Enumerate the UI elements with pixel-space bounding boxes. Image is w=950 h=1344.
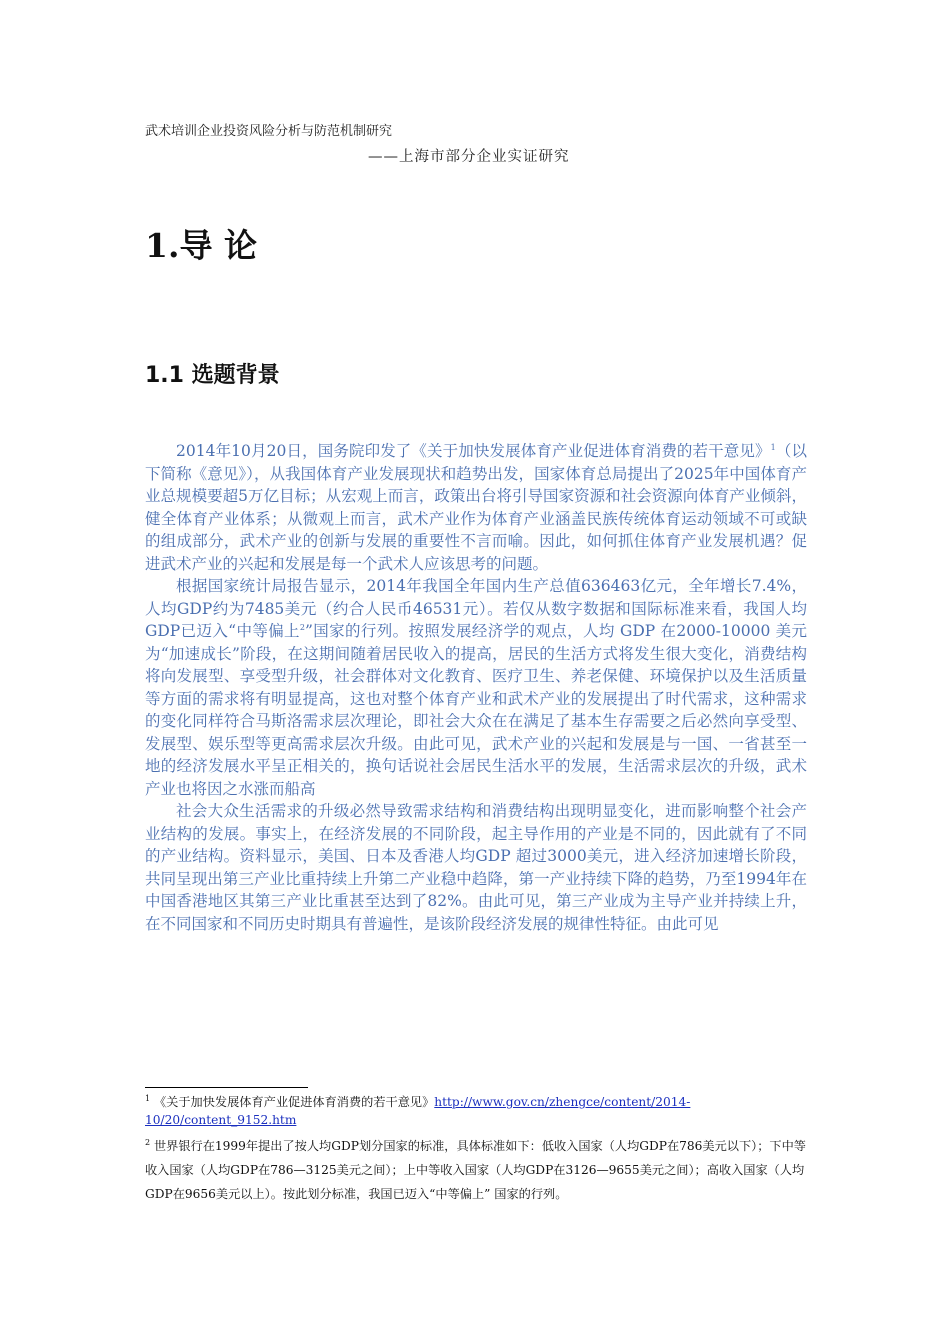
chapter-heading: 1.导 论: [145, 226, 257, 265]
footnote-ref-1[interactable]: 1: [770, 442, 776, 452]
paragraph-2-text-b: ”国家的行列。按照发展经济学的观点，人均 GDP 在2000-10000 美元为“加速成长”阶段，在这期间随着居民收入的提高，居民的生活方式将发生很大变化，消费结构将向发展型、享受型升级，社会群体对文化教育、医疗卫生、养老保健、环境保护以及生活质量等方面的需求将有明显提高，这也对整个体育产业和武术产业的发展提出了时代需求，这种需求的变化同样符合马斯洛需求层次理论，即社会大众在在满足了基本生存需要之后必然向享受型、发展型、娱乐型等更高需求层次升级。由此可见，武术产业的兴起和发展是与一国、一省甚至一地的经济发展水平呈正相关的，换句话说社会居民生活水平的发展，生活需求层次的升级，武术产业也将因之水涨而船高: [145, 622, 807, 798]
footnotes: [145, 1093, 809, 1206]
footnote-1: [145, 1093, 809, 1129]
footnote-1-link[interactable]: http://www.gov.cn/zhengce/content/2014-10/20/content_9152.htm: [145, 1095, 691, 1127]
paragraph-1-text-b: （以下简称《意见》），从我国体育产业发展现状和趋势出发，国家体育总局提出了2025年中国体育产业总规模要超5万亿目标；从宏观上而言，政策出台将引导国家资源和社会资源向体育产业倾斜，健全体育产业体系；从微观上而言，武术产业作为体育产业涵盖民族传统体育运动领域不可或缺的组成部分，武术产业的创新与发展的重要性不言而喻。因此，如何抓住体育产业发展机遇？促进武术产业的兴起和发展是每一个武术人应该思考的问题。: [145, 442, 807, 573]
body-text: [145, 440, 807, 935]
footnote-ref-2[interactable]: 2: [299, 622, 306, 632]
footnote-2-number: 2: [145, 1137, 151, 1147]
document-header-subtitle: ——上海市部分企业实证研究: [368, 149, 570, 165]
paragraph-1: [145, 440, 807, 575]
document-header-title: 武术培训企业投资风险分析与防范机制研究: [145, 124, 393, 139]
paragraph-3: 社会大众生活需求的升级必然导致需求结构和消费结构出现明显变化，进而影响整个社会产业结构的发展。事实上，在经济发展的不同阶段，起主导作用的产业是不同的，因此就有了不同的产业结构。资料显示，美国、日本及香港人均GDP 超过3000美元，进入经济加速增长阶段，共同呈现出第三产业比重持续上升第二产业稳中趋降，第一产业持续下降的趋势，乃至1994年在中国香港地区其第三产业比重甚至达到了82%。由此可见，第三产业成为主导产业并持续上升，在不同国家和不同历史时期具有普遍性，是该阶段经济发展的规律性特征。由此可见: [145, 802, 807, 933]
footnote-separator: [145, 1087, 308, 1088]
footnote-1-number: 1: [145, 1093, 151, 1103]
footnote-2: [145, 1134, 809, 1206]
section-heading: 1.1 选题背景: [145, 363, 280, 388]
paragraph-2: [145, 575, 807, 800]
footnote-1-text: 《关于加快发展体育产业促进体育消费的若干意见》: [153, 1095, 435, 1109]
paragraph-1-text-a: 2014年10月20日，国务院印发了《关于加快发展体育产业促进体育消费的若干意见》: [176, 442, 771, 460]
footnote-2-text: 世界银行在1999年提出了按人均GDP划分国家的标准，具体标准如下：低收入国家（人均GDP在786美元以下）；下中等收入国家（人均GDP在786—3125美元之间）；上中等收入国家（人均GDP在3126—9655美元之间）；高收入国家（人均GDP在9656美元以上）。按此划分标准，我国已迈入“中等偏上” 国家的行列。: [145, 1139, 806, 1201]
paragraph-2-text-a: 根据国家统计局报告显示，2014年我国全年国内生产总值636463亿元，全年增长7.4%，人均GDP约为7485美元（约合人民币46531元）。若仅从数字数据和国际标准来看，我国人均GDP已迈入“中等偏上: [145, 577, 807, 640]
